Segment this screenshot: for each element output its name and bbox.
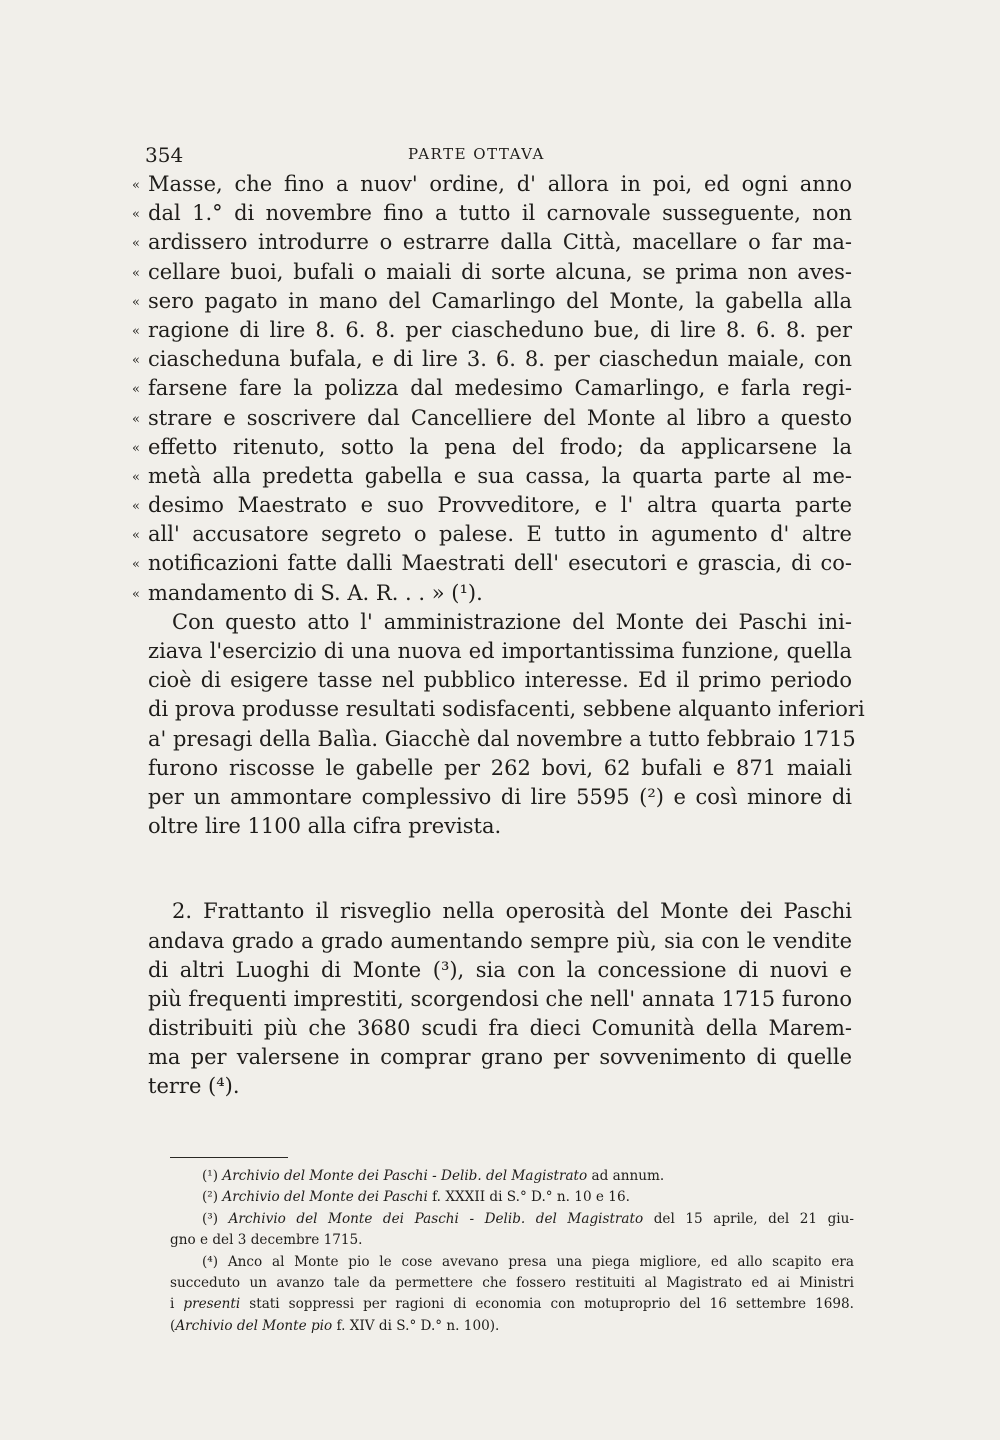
main-text bbox=[132, 170, 865, 1102]
page-number: 354 bbox=[145, 143, 184, 167]
footnote-1: (¹) Archivio del Monte dei Paschi - Delib. del Magistrato ad annum. bbox=[202, 1168, 665, 1184]
quote-line: « farsene fare la polizza dal medesimo Camarlingo, e farla regi- bbox=[132, 374, 852, 403]
text-line: andava grado a grado aumentando sempre più, sia con le vendite bbox=[148, 928, 852, 953]
quote-mark: « bbox=[132, 294, 140, 310]
quoted-notification bbox=[132, 170, 852, 608]
quote-line: « ardissero introdurre o estrarre dalla Città, macellare o far ma- bbox=[132, 228, 852, 257]
quote-line: « cellare buoi, bufali o maiali di sorte alcuna, se prima non aves- bbox=[132, 258, 852, 287]
page-header bbox=[0, 143, 1000, 169]
quote-mark: « bbox=[132, 557, 140, 573]
quote-line: « Masse, che fino a nuov' ordine, d' allora in poi, ed ogni anno bbox=[132, 170, 852, 199]
quote-line: « all' accusatore segreto o palese. E tutto in agumento d' altre bbox=[132, 520, 852, 549]
running-title: PARTE OTTAVA bbox=[408, 145, 545, 163]
footnotes bbox=[170, 1166, 854, 1337]
quote-line: « sero pagato in mano del Camarlingo del Monte, la gabella alla bbox=[132, 287, 852, 316]
footnote-rule bbox=[170, 1157, 288, 1158]
quote-line: « strare e soscrivere dal Cancelliere del Monte al libro a questo bbox=[132, 404, 852, 433]
quote-mark: « bbox=[132, 265, 140, 281]
quote-mark: « bbox=[132, 440, 140, 456]
quote-mark: « bbox=[132, 236, 140, 252]
footnote-2: (²) Archivio del Monte dei Paschi f. XXXII di S.° D.° n. 10 e 16. bbox=[202, 1189, 630, 1206]
quote-mark: « bbox=[132, 178, 140, 193]
quote-mark: « bbox=[132, 411, 140, 427]
footnote-4: (⁴) Anco al Monte pio le cose avevano presa una piega migliore, ed allo scapito era bbox=[202, 1253, 854, 1270]
quote-line: « effetto ritenuto, sotto la pena del frodo; da applicarsene la bbox=[132, 433, 852, 462]
archive-citation: Archivio del Monte dei Paschi bbox=[222, 1189, 428, 1206]
quote-line: « notificazioni fatte dalli Maestrati dell' esecutori e grascia, di co- bbox=[132, 549, 852, 578]
text-line: oltre lire 1100 alla cifra prevista. bbox=[148, 814, 502, 839]
quote-line: « dal 1.° di novembre fino a tutto il carnovale susseguente, non bbox=[132, 199, 852, 228]
footnote-3: (³) Archivio del Monte dei Paschi - Delib. del Magistrato del 15 aprile, del 21 giu- bbox=[202, 1210, 854, 1227]
text-line: per un ammontare complessivo di lire 5595 (²) e così minore di bbox=[148, 784, 852, 809]
text-line: furono riscosse le gabelle per 262 bovi, 62 bufali e 871 maiali bbox=[148, 755, 852, 780]
quote-mark: « bbox=[132, 207, 140, 223]
footnote-4-line: succeduto un avanzo tale da permettere che fossero restituiti al Magistrato ed ai Ministri bbox=[170, 1274, 854, 1291]
quote-mark: « bbox=[132, 469, 140, 485]
footnote-4-line: i presenti stati soppressi per ragioni di economia con motuproprio del 16 settembre 1698. bbox=[170, 1296, 855, 1313]
quote-line: « ciascheduna bufala, e di lire 3. 6. 8. per ciaschedun maiale, con bbox=[132, 345, 852, 374]
archive-citation: Archivio del Monte dei Paschi - Delib. del Magistrato bbox=[222, 1168, 588, 1184]
quote-line: « desimo Maestrato e suo Provveditore, e l' altra quarta parte bbox=[132, 491, 852, 520]
section-gap bbox=[132, 841, 852, 897]
text-line: distribuiti più che 3680 scudi fra dieci Comunità della Marem- bbox=[148, 1016, 852, 1041]
quote-mark: « bbox=[132, 323, 140, 339]
quote-mark: « bbox=[132, 586, 140, 602]
archive-citation: Archivio del Monte pio bbox=[175, 1317, 333, 1334]
quote-mark: « bbox=[132, 353, 140, 369]
footnote-4-line: (Archivio del Monte pio f. XIV di S.° D.° n. 100). bbox=[170, 1317, 500, 1334]
text-line: cioè di esigere tasse nel pubblico interesse. Ed il primo periodo bbox=[148, 668, 852, 693]
text-line: ma per valersene in comprar grano per sovvenimento di quelle bbox=[148, 1045, 852, 1070]
text-line: a' presagi della Balìa. Giacchè dal novembre a tutto febbraio 1715 bbox=[148, 726, 856, 751]
quote-line: « metà alla predetta gabella e sua cassa, la quarta parte al me- bbox=[132, 462, 852, 491]
text-line: più frequenti imprestiti, scorgendosi che nell' annata 1715 furono bbox=[148, 986, 852, 1011]
text-line: ziava l'esercizio di una nuova ed importantissima funzione, quella bbox=[148, 639, 852, 663]
paragraph-2 bbox=[132, 897, 852, 1101]
archive-citation: Archivio del Monte dei Paschi - Delib. del Magistrato bbox=[228, 1210, 644, 1227]
footnote-3-continued: gno e del 3 decembre 1715. bbox=[170, 1232, 363, 1249]
text-line: terre (⁴). bbox=[148, 1074, 240, 1099]
quote-line: « mandamento di S. A. R. . . » (¹). bbox=[132, 579, 852, 608]
paragraph-1 bbox=[132, 608, 865, 842]
quote-mark: « bbox=[132, 528, 140, 544]
text-line: Con questo atto l' amministrazione del Monte dei Paschi ini- bbox=[172, 609, 852, 634]
quote-line: « ragione di lire 8. 6. 8. per ciascheduno bue, di lire 8. 6. 8. per bbox=[132, 316, 852, 345]
text-line: 2. Frattanto il risveglio nella operosità del Monte dei Paschi bbox=[172, 899, 852, 924]
quote-mark: « bbox=[132, 382, 140, 398]
text-line: di prova produsse resultati sodisfacenti, sebbene alquanto inferiori bbox=[148, 697, 865, 722]
text-line: di altri Luoghi di Monte (³), sia con la concessione di nuovi e bbox=[148, 957, 852, 982]
quote-mark: « bbox=[132, 499, 140, 515]
